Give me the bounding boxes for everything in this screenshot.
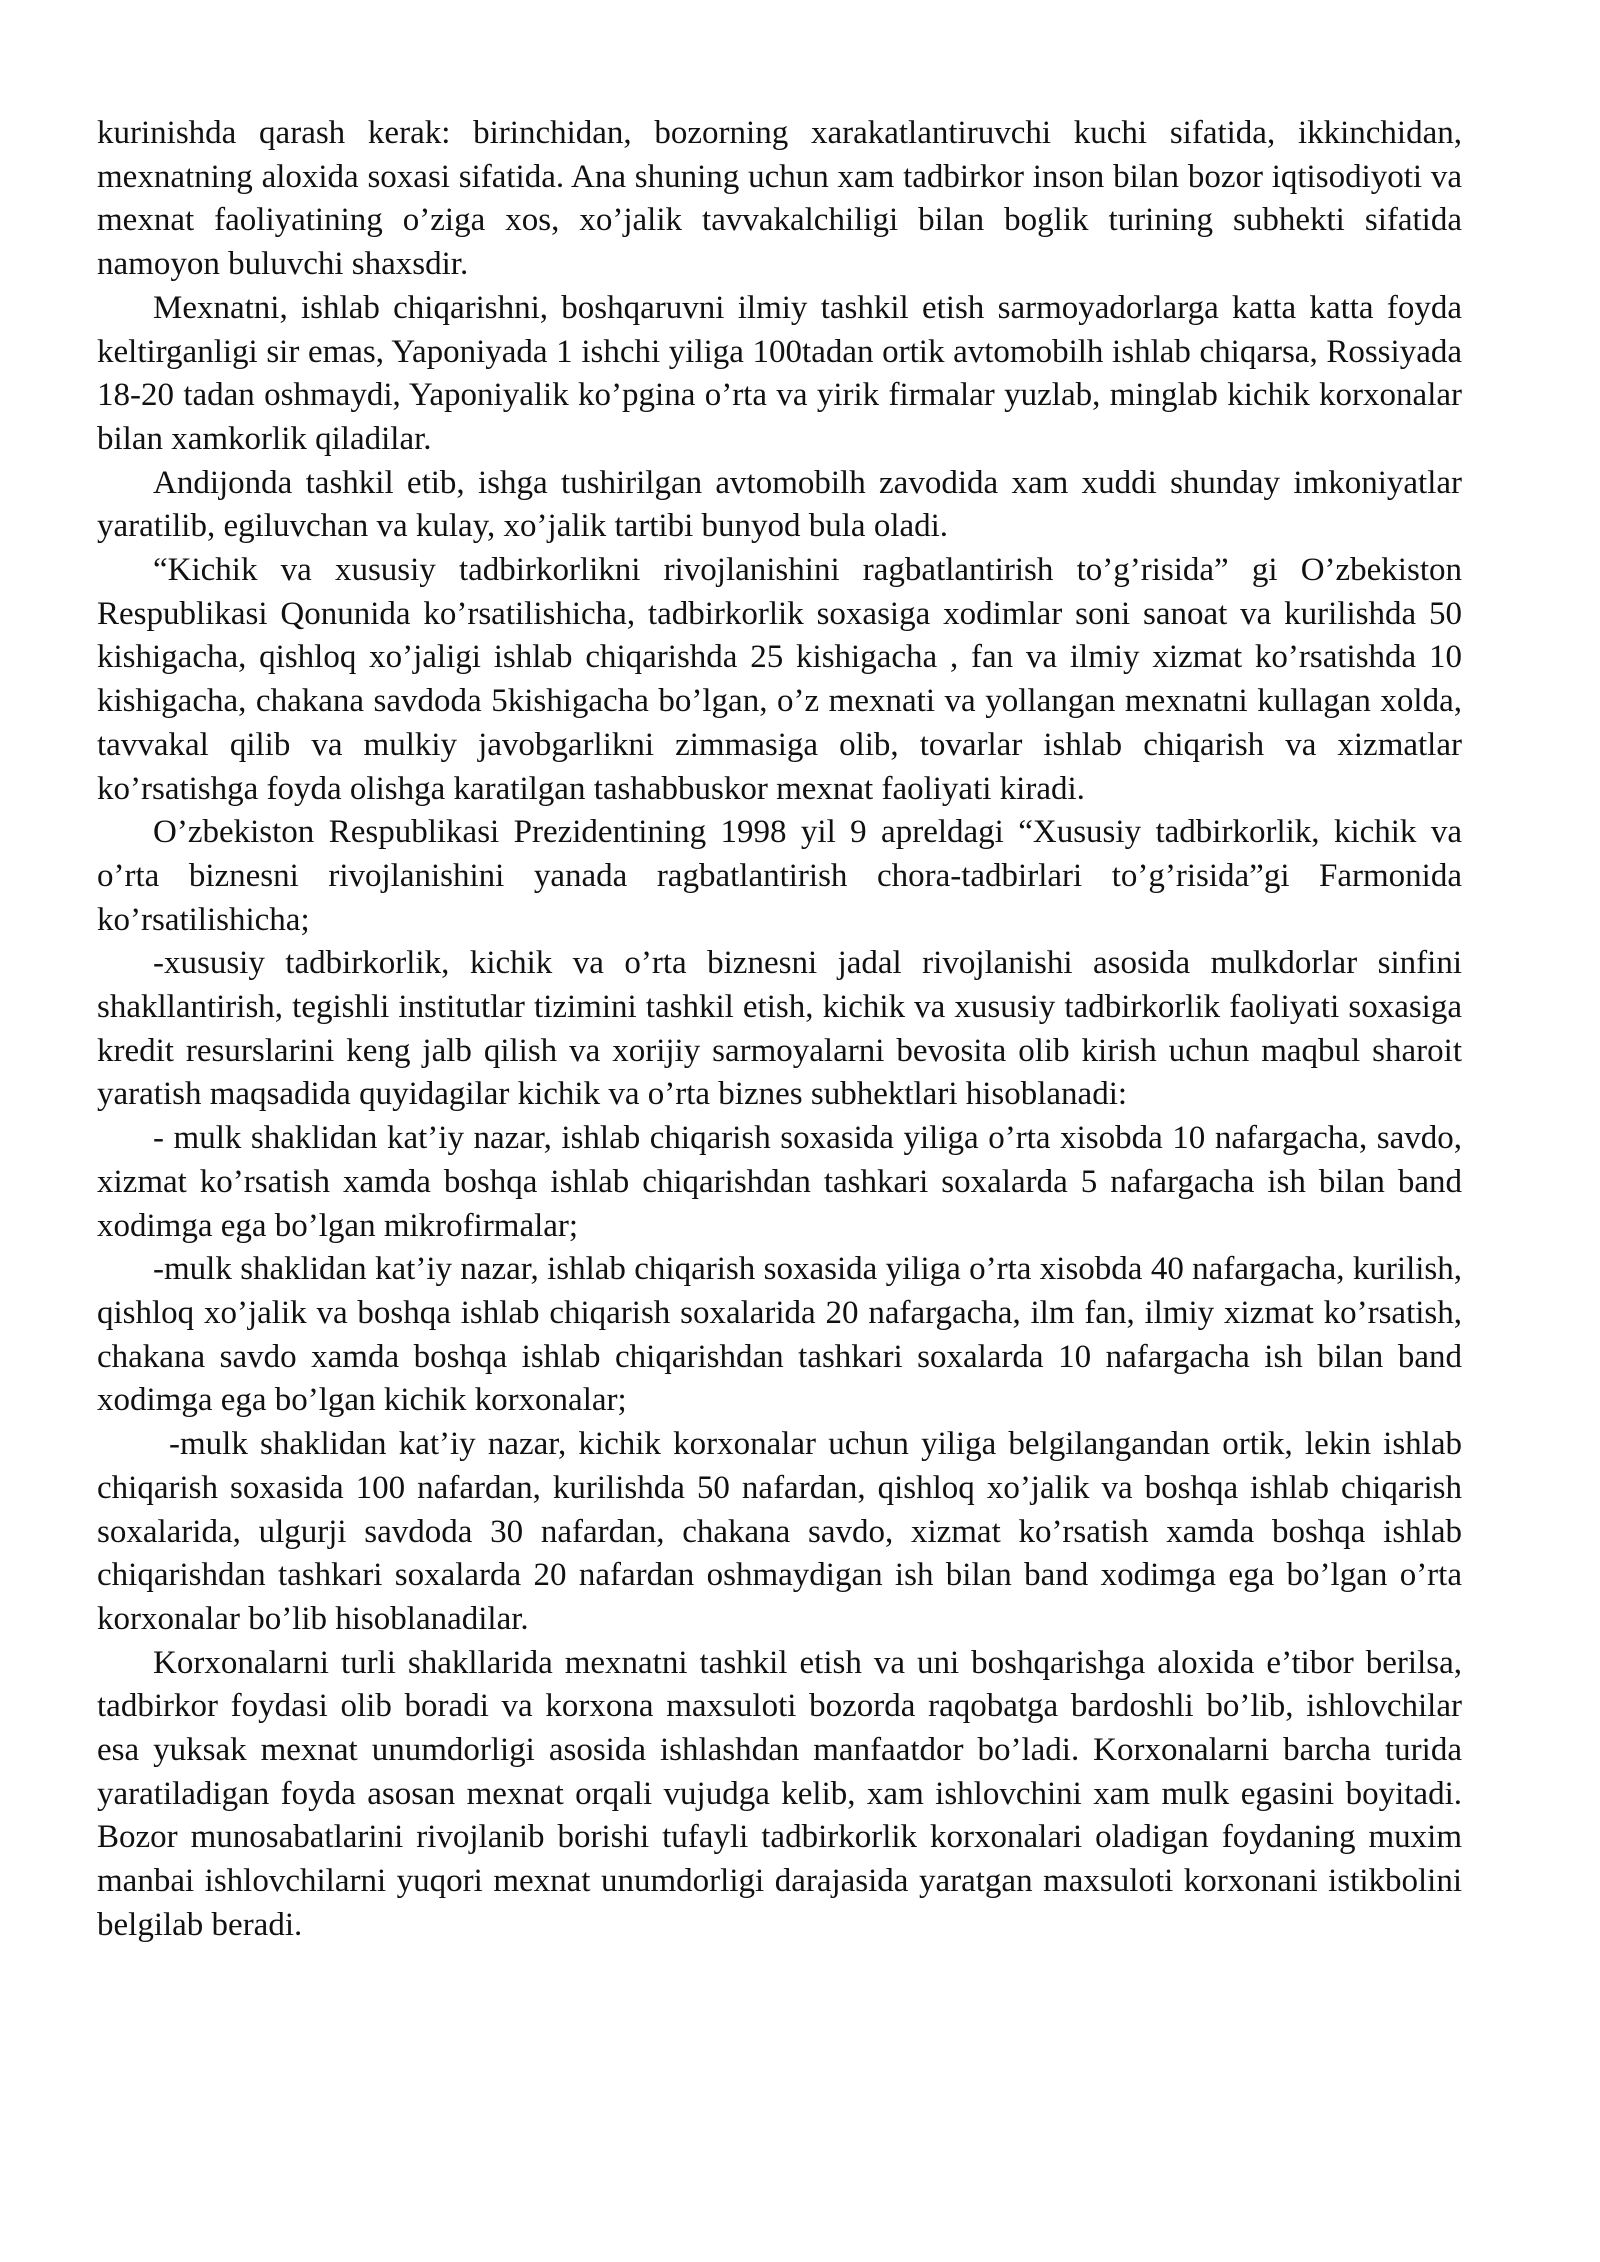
document-body — [97, 112, 1462, 1948]
list-item-medium-enterprises: -mulk shaklidan kat’iy nazar, kichik korxonalar uchun yiliga belgilangandan ortik, lekin ishlab chiqarish soxasida 100 nafardan, kurilishda 50 nafardan, qishloq xo’jalik va boshqa ishlab chiqarish soxalarida, ulgurji savdoda 30 nafardan, chakana savdo, xizmat ko’rsatish xamda boshqa ishlab chiqarishdan tashkari soxalarda 20 nafardan oshmaydigan ish bilan band xodimga ega bo’lgan o’rta korxonalar bo’lib hisoblanadilar. — [97, 1426, 1462, 1637]
paragraph-presidential-decree: O’zbekiston Respublikasi Prezidentining 1998 yil 9 apreldagi “Xususiy tadbirkorlik, kichik va o’rta biznesni rivojlanishini yanada ragbatlantirish chora-tadbirlari to’g’risida”gi Farmonida ko’rsatilishicha; — [97, 814, 1462, 938]
paragraph-decree-purpose: -xususiy tadbirkorlik, kichik va o’rta biznesni jadal rivojlanishi asosida mulkdorlar sinfini shakllantirish, tegishli institutlar tizimini tashkil etish, kichik va xususiy tadbirkorlik faoliyati soxasiga kredit resurslarini keng jalb qilish va xorijiy sarmoyalarni bevosita olib kirish uchun maqbul sharoit yaratish maqsadida quyidagilar kichik va o’rta biznes subhektlari hisoblanadi: — [97, 945, 1462, 1113]
paragraph-conclusion: Korxonalarni turli shakllarida mexnatni tashkil etish va uni boshqarishga aloxida e’tibor berilsa, tadbirkor foydasi olib boradi va korxona maxsuloti bozorda raqobatga bardoshli bo’lib, ishlovchilar esa yuksak mexnat unumdorligi asosida ishlashdan manfaatdor bo’ladi. Korxonalarni barcha turida yaratiladigan foyda asosan mexnat orqali vujudga kelib, xam ishlovchini xam mulk egasini boyitadi. Bozor munosabatlarini rivojlanib borishi tufayli tadbirkorlik korxonalari oladigan foydaning muxim manbai ishlovchilarni yuqori mexnat unumdorligi darajasida yaratgan maxsuloti korxonani istikbolini belgilab beradi. — [97, 1644, 1462, 1943]
paragraph-scientific-organization: Mexnatni, ishlab chiqarishni, boshqaruvni ilmiy tashkil etish sarmoyadorlarga katta katta foyda keltirganligi sir emas, Yaponiyada 1 ishchi yiliga 100tadan ortik avtomobilh ishlab chiqarsa, Rossiyada 18-20 tadan oshmaydi, Yaponiyalik ko’pgina o’rta va yirik firmalar yuzlab, minglab kichik korxonalar bilan xamkorlik qiladilar. — [97, 289, 1462, 457]
paragraph-law-reference: “Kichik va xususiy tadbirkorlikni rivojlanishini ragbatlantirish to’g’risida” gi O’zbekiston Respublikasi Qonunida ko’rsatilishicha, tadbirkorlik soxasiga xodimlar soni sanoat va kurilishda 50 kishigacha, qishloq xo’jaligi ishlab chiqarishda 25 kishigacha , fan va ilmiy xizmat ko’rsatishda 10 kishigacha, chakana savdoda 5kishigacha bo’lgan, o’z mexnati va yollangan mexnatni kullagan xolda, tavvakal qilib va mulkiy javobgarlikni zimmasiga olib, tovarlar ishlab chiqarish va xizmatlar ko’rsatishga foyda olishga karatilgan tashabbuskor mexnat faoliyati kiradi. — [97, 552, 1462, 807]
list-item-small-enterprises: -mulk shaklidan kat’iy nazar, ishlab chiqarish soxasida yiliga o’rta xisobda 40 nafargacha, kurilish, qishloq xo’jalik va boshqa ishlab chiqarish soxalarida 20 nafargacha, ilm fan, ilmiy xizmat ko’rsatish, chakana savdo xamda boshqa ishlab chiqarishdan tashkari soxalarda 10 nafargacha ish bilan band xodimga ega bo’lgan kichik korxonalar; — [97, 1251, 1462, 1419]
paragraph-continuation: kurinishda qarash kerak: birinchidan, bozorning xarakatlantiruvchi kuchi sifatida, ikkinchidan, mexnatning aloxida soxasi sifatida. Ana shuning uchun xam tadbirkor inson bilan bozor iqtisodiyoti va mexnat faoliyatining o’ziga xos, xo’jalik tavvakalchiligi bilan boglik turining subhekti sifatida namoyon buluvchi shaxsdir. — [97, 115, 1462, 283]
list-item-microfirms: - mulk shaklidan kat’iy nazar, ishlab chiqarish soxasida yiliga o’rta xisobda 10 nafargacha, savdo, xizmat ko’rsatish xamda boshqa ishlab chiqarishdan tashkari soxalarda 5 nafargacha ish bilan band xodimga ega bo’lgan mikrofirmalar; — [97, 1120, 1462, 1244]
paragraph-andijan-plant: Andijonda tashkil etib, ishga tushirilgan avtomobilh zavodida xam xuddi shunday imkoniyatlar yaratilib, egiluvchan va kulay, xo’jalik tartibi bunyod bula oladi. — [97, 464, 1462, 545]
